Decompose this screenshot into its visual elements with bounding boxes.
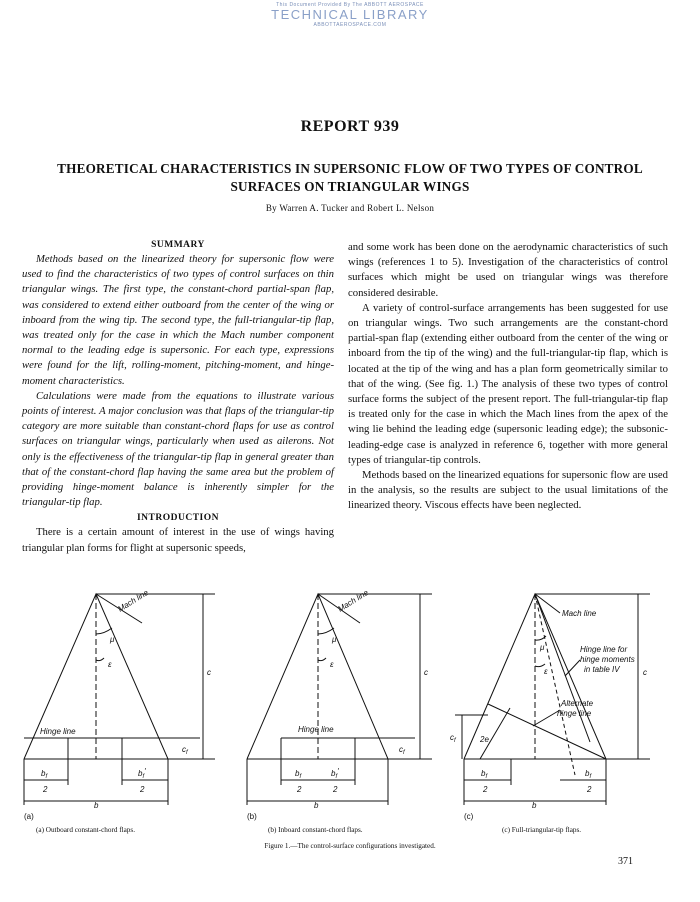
library-header-url: ABBOTTAEROSPACE.COM xyxy=(313,22,387,28)
panel-c-span-label: b xyxy=(532,801,537,810)
panel-a-label: (a) xyxy=(24,812,34,821)
panel-a-flap-span-left: $b_f$ xyxy=(41,769,48,780)
summary-paragraph-1: Methods based on the linearized theory for supersonic flow were used to find the characteristics of two types of control surfaces on thin triangular wings. The first type, the constant-chord partial-span flap, was considered to extend either outboard from the center of the wing or inboard from the wing tip. The second type, the full-triangular-tip flap, was treated only for the case in which the Mach number component normal to the leading edge is supersonic. For each type, expressions were found for the lift, rolling-moment, pitching-moment, and hinge-moment characteristics. xyxy=(22,253,334,387)
paper-title-line-1: THEORETICAL CHARACTERISTICS IN SUPERSONIC FLOW OF TWO TYPES OF CONTROL xyxy=(57,161,643,176)
right-paragraph-3: Methods based on the linearized equations for supersonic flow are used in the analysis, so the results are subject to the usual limitations of the linearized theory. Viscous effects have been neglected. xyxy=(348,469,668,512)
panel-a-chord-label: c xyxy=(207,668,211,677)
panel-c-flap-span-left-denominator: 2 xyxy=(483,785,488,794)
panel-a-flap-span-right-denominator: 2 xyxy=(140,785,145,794)
caption-panel-b: (b) Inboard constant-chord flaps. xyxy=(268,826,363,834)
panel-c-flap-span-left: $b_f$ xyxy=(481,769,488,780)
panel-a-flap-span-right: $b_f'$ xyxy=(138,767,146,780)
left-column xyxy=(22,238,334,556)
right-paragraph-1: and some work has been done on the aerodynamic characteristics of such wings (references 1 to 5). Investigation of the characteristics of control surfaces which might be used on triangular wings was therefore considered desirable. xyxy=(348,241,668,299)
paper-title xyxy=(10,160,690,196)
panel-c-two-e-label: 2e xyxy=(480,735,489,744)
panel-c-hinge-moments-label-3: in table IV xyxy=(584,665,620,674)
panel-c-epsilon-symbol: ε xyxy=(544,667,548,676)
caption-panel-c: (c) Full-triangular-tip flaps. xyxy=(502,826,582,834)
right-column xyxy=(348,240,668,514)
panel-b-wing xyxy=(247,594,432,805)
panel-c-alternate-label-2: hinge line xyxy=(557,709,592,718)
panel-c-flap-span-right: $b_f$ xyxy=(585,769,592,780)
panel-b-chord-label: c xyxy=(424,668,428,677)
introduction-paragraph-1: There is a certain amount of interest in the use of wings having triangular plan forms for flight at supersonic speeds, xyxy=(22,526,334,554)
panel-c-label: (c) xyxy=(464,812,474,821)
panel-c-flap-chord-label: $c_f$ xyxy=(450,733,456,744)
panel-b-epsilon-symbol: ε xyxy=(330,660,334,669)
panel-b-flap-span-right-denominator: 2 xyxy=(333,785,338,794)
panel-c-hinge-moments-label-2: hinge moments xyxy=(580,655,635,664)
paper-title-line-2: SURFACES ON TRIANGULAR WINGS xyxy=(230,179,470,194)
panel-a-mach-line-label: Mach line xyxy=(116,587,151,614)
author-byline: By Warren A. Tucker and Robert L. Nelson xyxy=(265,203,435,213)
panel-c-alternate-label-1: Alternate xyxy=(561,699,594,708)
panel-b-flap-span-right: $b_f'$ xyxy=(331,767,339,780)
panel-c-flap-span-right-denominator: 2 xyxy=(587,785,592,794)
report-number: REPORT 939 xyxy=(300,118,400,135)
panel-b-span-label: b xyxy=(314,801,319,810)
panel-a-flap-chord-label: $c_f$ xyxy=(182,745,188,756)
panel-a-mu-symbol: μ xyxy=(110,635,115,644)
panel-b-hinge-line-label: Hinge line xyxy=(298,725,334,734)
introduction-heading: INTRODUCTION xyxy=(136,513,219,524)
panel-c-chord-label: c xyxy=(643,668,647,677)
panel-b-flap-span-left: $b_f$ xyxy=(295,769,302,780)
library-header-title: TECHNICAL LIBRARY xyxy=(271,7,429,22)
caption-panel-a: (a) Outboard constant-chord flaps. xyxy=(36,826,135,834)
panel-b-flap-chord-label: $c_f$ xyxy=(399,745,405,756)
panel-b-label: (b) xyxy=(247,812,257,821)
panel-a-wing xyxy=(24,594,215,805)
panel-a-span-label: b xyxy=(94,801,99,810)
panel-b-mu-symbol: μ xyxy=(332,635,337,644)
figure-1-diagram xyxy=(0,570,700,828)
summary-heading: SUMMARY xyxy=(151,240,205,250)
panel-a-flap-span-left-denominator: 2 xyxy=(43,785,48,794)
panel-c-hinge-moments-label-1: Hinge line for xyxy=(580,645,628,654)
panel-a-epsilon-symbol: ε xyxy=(108,660,112,669)
summary-paragraph-2: Calculations were made from the equations to illustrate various points of interest. A major conclusion was that flaps of the triangular-tip category are more suitable than constant-chord flaps for use as control surfaces on triangular wings, particularly when used as ailerons. Not only is the effectiveness of the triangular-tip flap in general greater than that of the constant-chord flap having the same area but the problem of providing hinge-moment balance is inherently simpler for the triangular-tip flap. xyxy=(22,389,334,509)
panel-a-hinge-line-label: Hinge line xyxy=(40,727,76,736)
panel-c-mu-symbol: μ xyxy=(540,643,545,652)
figure-caption: Figure 1.—The control-surface configurations investigated. xyxy=(264,842,436,850)
panel-b-mach-line-label: Mach line xyxy=(336,587,371,614)
page-number: 371 xyxy=(618,856,633,867)
right-paragraph-2: A variety of control-surface arrangements has been suggested for use on triangular wings. Two such arrangements are the constant-chord partial-span flap (extending either outboard from the center of the wing or inboard from the tip of the wing) and the full-triangular-tip flap, which is located at the tip of the wing and has a plan form geometrically similar to that of the wing. (See fig. 1.) The analysis of these two types of control surface forms the subject of the present report. The full-triangular-tip flap is treated only for the case in which the Mach lines from the apex of the wing lie behind the leading edge (supersonic leading edge); the subsonic-leading-edge case is analyzed in reference 6, together with more general types of triangular-tip controls. xyxy=(348,301,668,466)
library-header-note: This Document Provided By The ABBOTT AEROSPACE xyxy=(276,2,424,8)
panel-c-mach-line-label: Mach line xyxy=(562,609,597,618)
panel-b-flap-span-left-denominator: 2 xyxy=(297,785,302,794)
